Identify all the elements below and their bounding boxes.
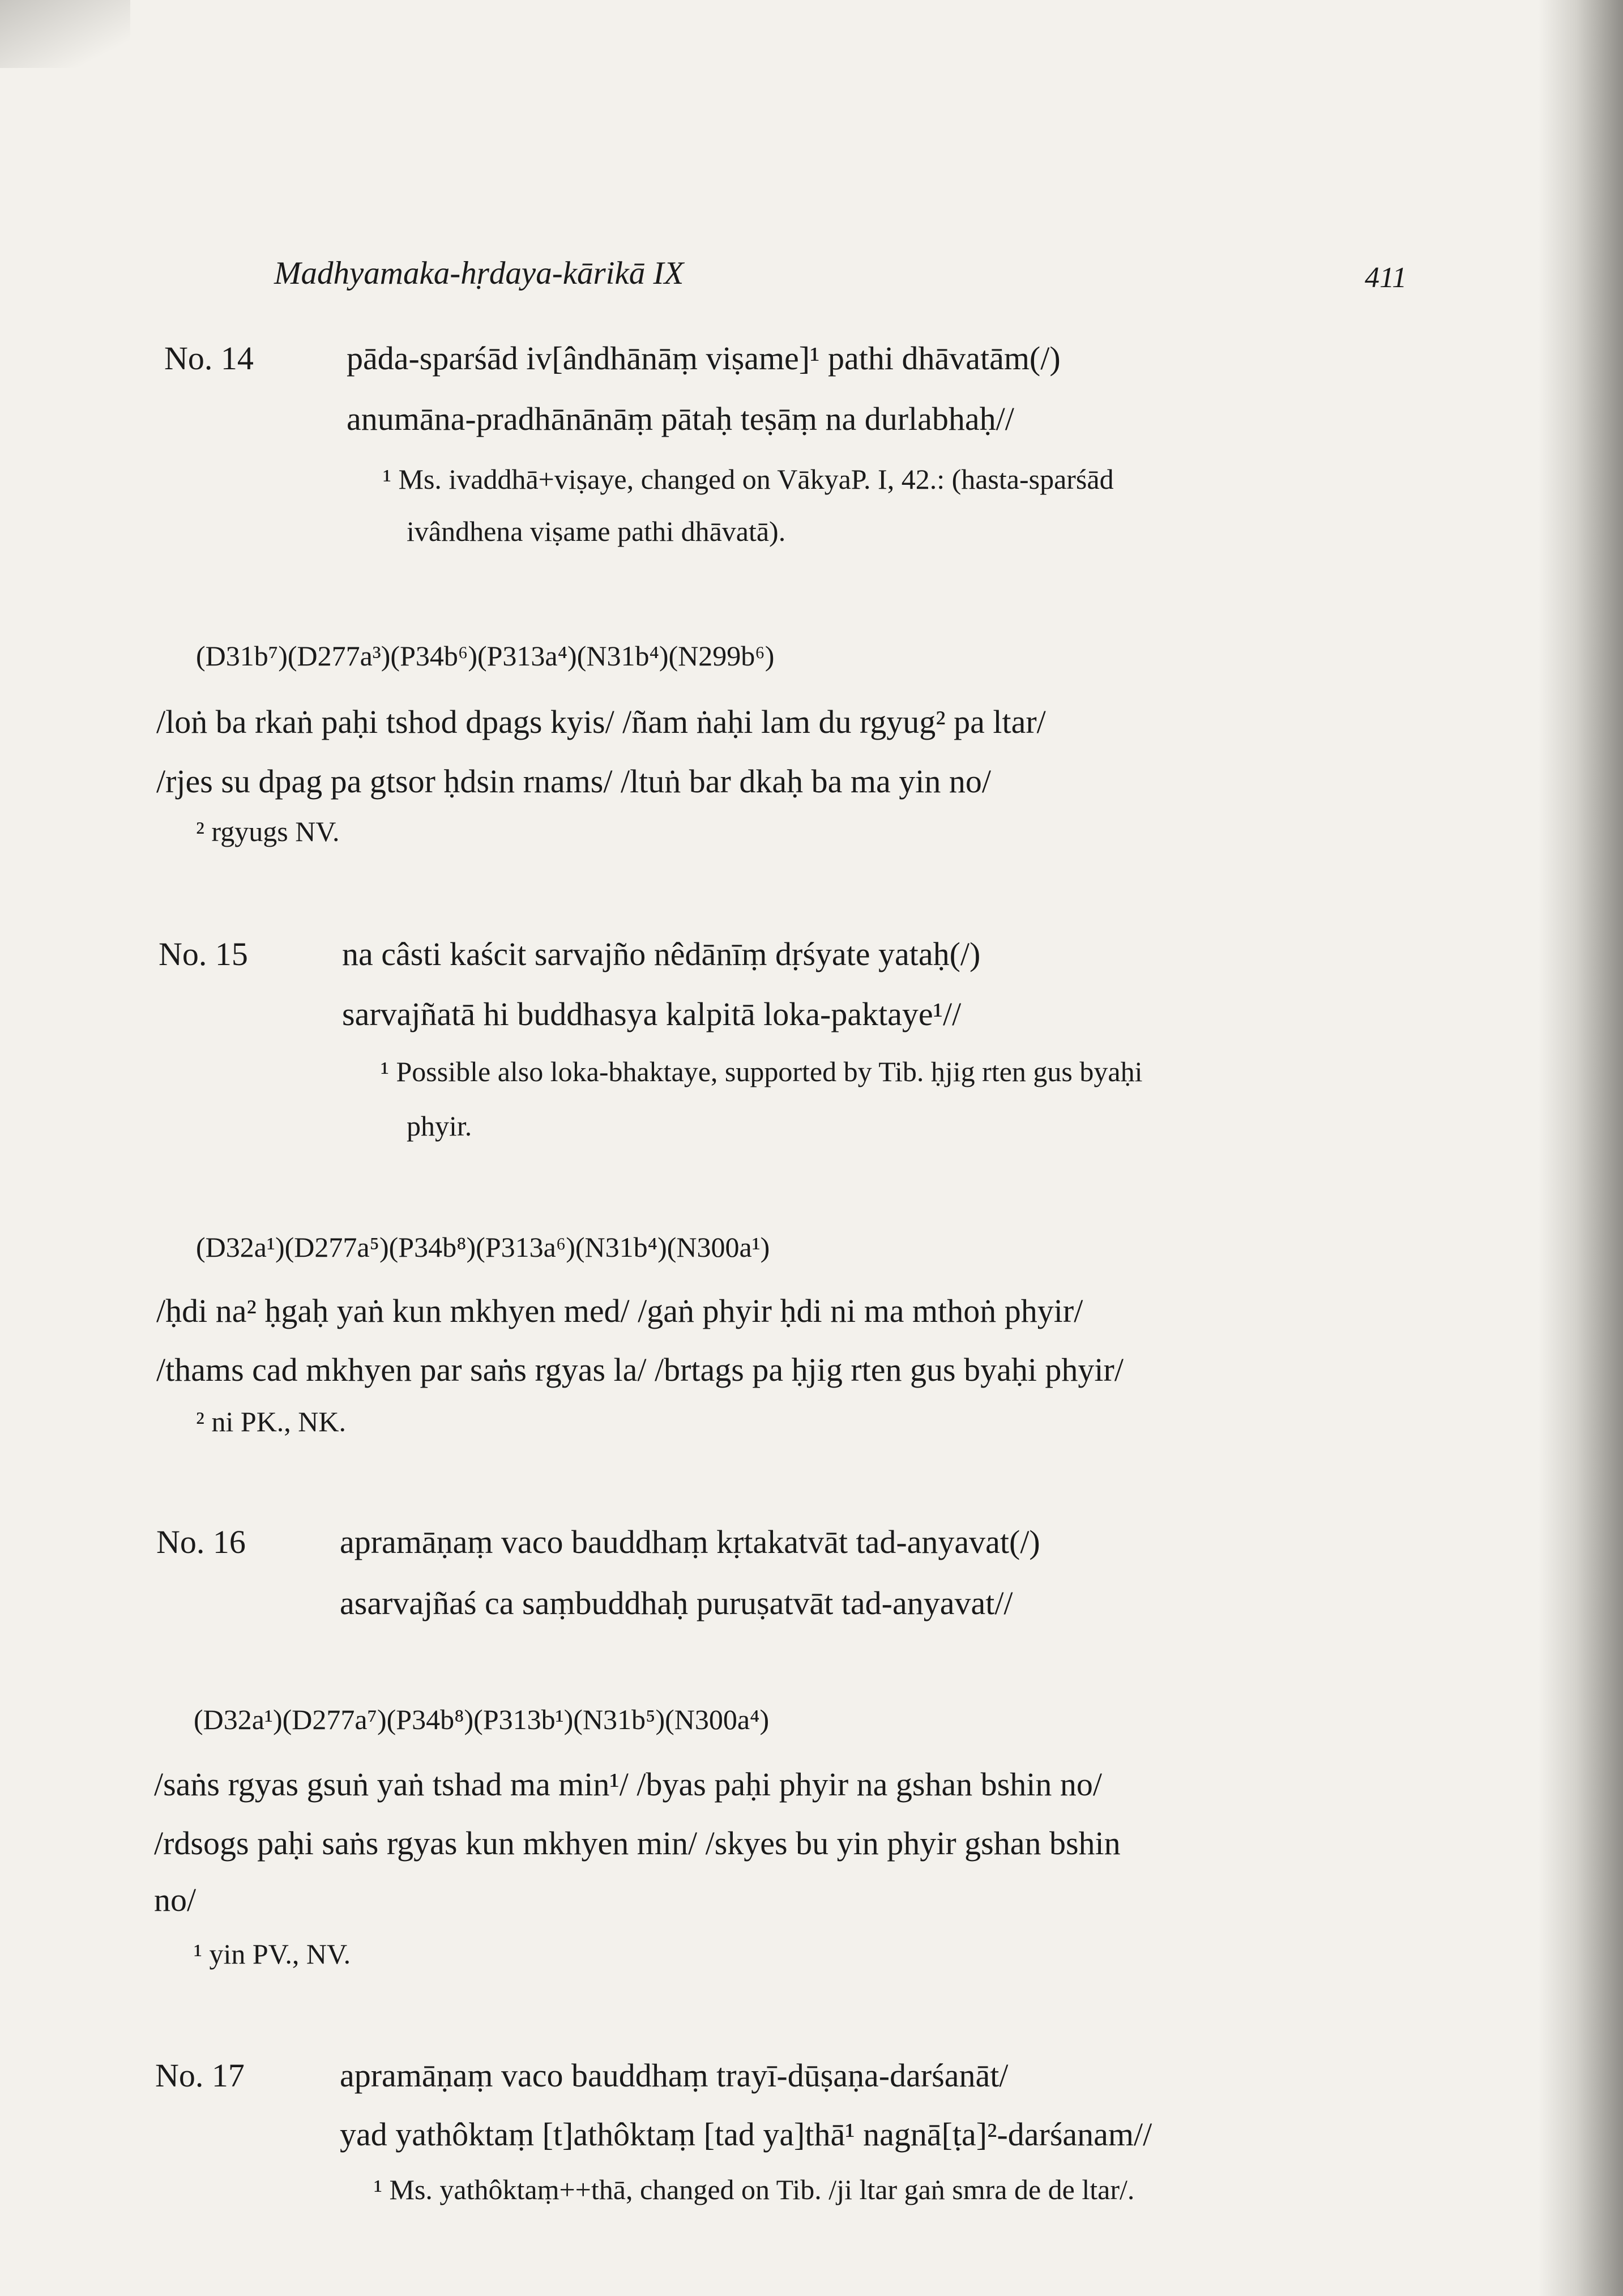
entry-number: No. 14 <box>164 340 254 377</box>
tibetan-line: /saṅs rgyas gsuṅ yaṅ tshad ma min¹/ /byas paḥi phyir na gshan bshin no/ <box>154 1766 1102 1803</box>
entry-number: No. 16 <box>156 1523 246 1560</box>
footnote-line: phyir. <box>407 1110 472 1142</box>
sanskrit-line: asarvajñaś ca saṃbuddhaḥ puruṣatvāt tad-anyavat// <box>340 1585 1013 1621</box>
sanskrit-line: apramāṇaṃ vaco bauddhaṃ kṛtakatvāt tad-anyavat(/) <box>340 1523 1040 1560</box>
footnote-line: ¹ Possible also loka-bhaktaye, supported by Tib. ḥjig rten gus byaḥi <box>381 1056 1143 1087</box>
sanskrit-line: apramāṇaṃ vaco bauddhaṃ trayī-dūṣaṇa-darśanāt/ <box>340 2057 1009 2094</box>
footnote-line: ¹ Ms. ivaddhā+viṣaye, changed on VākyaP. I, 42.: (hasta-sparśād <box>383 463 1114 495</box>
sanskrit-line: yad yathôktaṃ [t]athôktaṃ [tad ya]thā¹ nagnā[ṭa]²-darśanam// <box>340 2116 1152 2153</box>
sanskrit-line: na câsti kaścit sarvajño nêdānīṃ dṛśyate yataḥ(/) <box>342 936 981 972</box>
footnote-line: ² ni PK., NK. <box>196 1406 347 1437</box>
entry-number: No. 17 <box>155 2057 245 2094</box>
running-head-title: Madhyamaka-hṛdaya-kārikā IX <box>274 255 684 291</box>
manuscript-references: (D31b⁷)(D277a³)(P34b⁶)(P313a⁴)(N31b⁴)(N299b⁶) <box>196 640 775 672</box>
sanskrit-line: pāda-sparśād iv[ândhānāṃ viṣame]¹ pathi dhāvatām(/) <box>347 340 1061 377</box>
scan-shadow-edge <box>1538 0 1623 2296</box>
tibetan-line: /loṅ ba rkaṅ paḥi tshod dpags kyis/ /ñam ṅaḥi lam du rgyug² pa ltar/ <box>156 703 1046 740</box>
tibetan-line: /rdsogs paḥi saṅs rgyas kun mkhyen min/ /skyes bu yin phyir gshan bshin <box>154 1825 1121 1862</box>
footnote-line: ¹ yin PV., NV. <box>194 1938 351 1970</box>
entry-number: No. 15 <box>159 936 248 972</box>
tibetan-line: no/ <box>154 1881 197 1918</box>
footnote-line: ¹ Ms. yathôktaṃ++thā, changed on Tib. /ji ltar gaṅ smra de de ltar/. <box>374 2174 1135 2205</box>
manuscript-references: (D32a¹)(D277a⁵)(P34b⁸)(P313a⁶)(N31b⁴)(N300a¹) <box>196 1231 770 1263</box>
manuscript-references: (D32a¹)(D277a⁷)(P34b⁸)(P313b¹)(N31b⁵)(N300a⁴) <box>194 1704 770 1735</box>
tibetan-line: /rjes su dpag pa gtsor ḥdsin rnams/ /ltuṅ bar dkaḥ ba ma yin no/ <box>156 763 991 800</box>
running-head <box>0 254 1623 293</box>
footnote-line: ivândhena viṣame pathi dhāvatā). <box>407 515 786 547</box>
page-number: 411 <box>1365 262 1407 294</box>
sanskrit-line: sarvajñatā hi buddhasya kalpitā loka-paktaye¹// <box>342 996 962 1032</box>
footnote-line: ² rgyugs NV. <box>196 816 340 847</box>
tibetan-line: /ḥdi na² ḥgaḥ yaṅ kun mkhyen med/ /gaṅ phyir ḥdi ni ma mthoṅ phyir/ <box>156 1292 1083 1329</box>
scan-shadow-corner <box>0 0 130 68</box>
sanskrit-line: anumāna-pradhānānāṃ pātaḥ teṣāṃ na durlabhaḥ// <box>347 400 1014 437</box>
tibetan-line: /thams cad mkhyen par saṅs rgyas la/ /brtags pa ḥjig rten gus byaḥi phyir/ <box>156 1351 1124 1388</box>
